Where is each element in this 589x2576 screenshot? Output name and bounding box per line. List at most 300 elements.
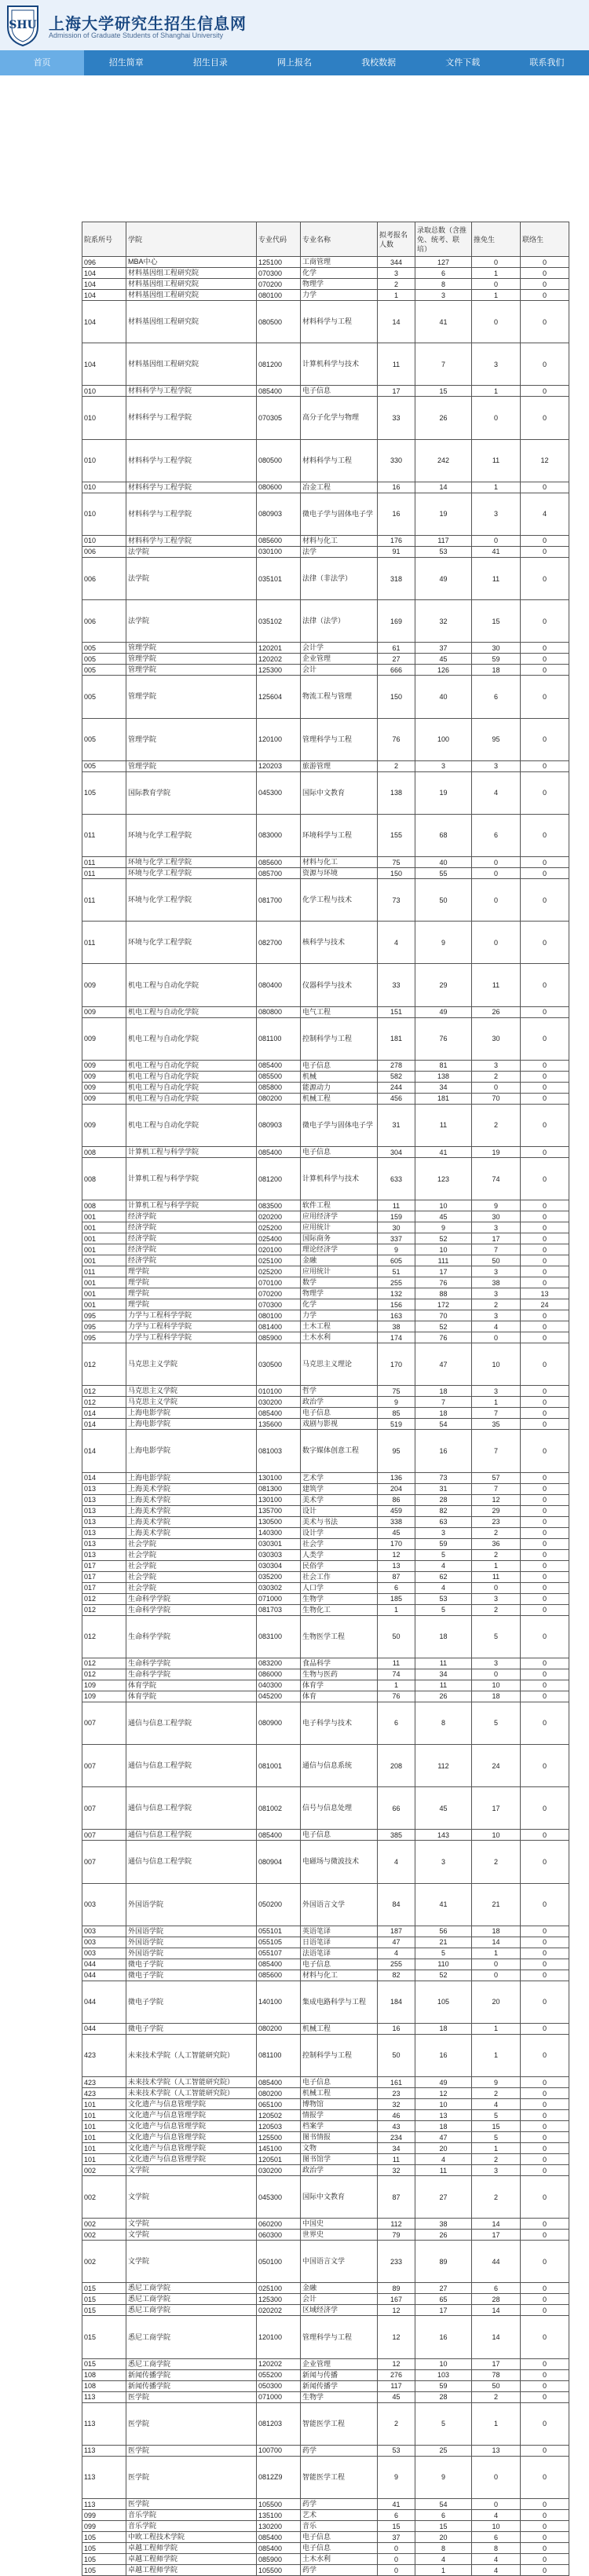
table-cell: 环境科学与工程 <box>301 814 378 856</box>
table-cell: 0 <box>521 1397 569 1408</box>
table-cell: 27 <box>378 654 415 665</box>
table-cell: 理学院 <box>126 1277 257 1288</box>
table-cell: 高分子化学与物理 <box>301 397 378 439</box>
table-cell: 0 <box>521 2176 569 2219</box>
table-cell: 管理学院 <box>126 643 257 654</box>
table-cell: 0 <box>521 1669 569 1680</box>
table-cell: 0 <box>521 1516 569 1527</box>
table-cell: 理学院 <box>126 1266 257 1277</box>
table-cell: 007 <box>82 1702 126 1744</box>
table-cell: 2 <box>378 279 415 290</box>
table-cell: 3 <box>472 1288 521 1299</box>
nav-item-2[interactable]: 招生目录 <box>192 58 228 68</box>
table-cell: 0 <box>521 2283 569 2294</box>
table-cell: 104 <box>82 268 126 279</box>
table-cell: 081002 <box>257 1787 301 1830</box>
table-cell: 14 <box>415 482 472 493</box>
table-cell: 081100 <box>257 1017 301 1060</box>
table-cell: 0 <box>472 1582 521 1593</box>
table-cell: 生物学 <box>301 1593 378 1604</box>
table-cell: 112 <box>415 1744 472 1786</box>
table-cell: 080100 <box>257 290 301 301</box>
table-cell: 125300 <box>257 2294 301 2305</box>
table-cell: 070200 <box>257 279 301 290</box>
table-cell: 世界史 <box>301 2230 378 2241</box>
table-cell: 013 <box>82 1483 126 1494</box>
table-cell: 30 <box>472 1211 521 1222</box>
table-cell: 013 <box>82 1538 126 1549</box>
table-cell: 17 <box>472 2230 521 2241</box>
table-cell: 003 <box>82 1937 126 1948</box>
table-cell: 15 <box>378 2521 415 2532</box>
table-cell: 184 <box>378 1981 415 2023</box>
table-cell: 食品科学 <box>301 1658 378 1669</box>
table-cell: 87 <box>378 1571 415 1582</box>
table-cell: 21 <box>415 1937 472 1948</box>
table-cell: 32 <box>378 2099 415 2110</box>
table-cell: 17 <box>472 1787 521 1830</box>
table-cell: 081001 <box>257 1744 301 1786</box>
table-cell: 45 <box>378 1527 415 1538</box>
table-cell: 材料科学与工程学院 <box>126 535 257 546</box>
table-cell: 8 <box>472 2543 521 2554</box>
table-cell: 161 <box>378 2077 415 2088</box>
table-cell: 1 <box>472 1560 521 1571</box>
table-cell: 41 <box>415 301 472 343</box>
table-cell: 0 <box>521 1104 569 1146</box>
table-cell: 2 <box>472 1527 521 1538</box>
table-row <box>82 2176 569 2219</box>
table-cell: 020100 <box>257 1244 301 1255</box>
table-cell: 19 <box>415 493 472 535</box>
table-cell: 上海电影学院 <box>126 1408 257 1419</box>
table-cell: 0 <box>521 2391 569 2402</box>
table-cell: 75 <box>378 1386 415 1397</box>
table-cell: 上海美术学院 <box>126 1505 257 1516</box>
table-cell: 13 <box>415 2110 472 2121</box>
table-cell: 385 <box>378 1830 415 1841</box>
table-cell: 41 <box>415 1147 472 1158</box>
table-cell: 0 <box>521 879 569 922</box>
table-cell: 6 <box>378 1582 415 1593</box>
table-cell: 0 <box>521 964 569 1006</box>
table-cell: 025200 <box>257 1222 301 1233</box>
table-cell: 31 <box>415 1483 472 1494</box>
table-cell: 环境与化学工程学院 <box>126 857 257 868</box>
table-cell: 法律（非法学） <box>301 557 378 599</box>
table-cell: 18 <box>472 1926 521 1937</box>
table-cell: 009 <box>82 1060 126 1071</box>
table-cell: 环境与化学工程学院 <box>126 868 257 879</box>
column-header: 院系所号 <box>82 222 126 257</box>
table-cell: 17 <box>415 2305 472 2316</box>
table-cell: 140100 <box>257 1981 301 2023</box>
table-cell: 163 <box>378 1310 415 1321</box>
table-cell: 11 <box>415 1658 472 1669</box>
table-cell: 5 <box>415 2402 472 2445</box>
table-cell: 4 <box>472 2099 521 2110</box>
table-cell: 49 <box>415 2077 472 2088</box>
table-cell: 设计 <box>301 1505 378 1516</box>
table-cell: 12 <box>378 2316 415 2358</box>
table-cell: 127 <box>415 257 472 268</box>
university-emblem-icon[interactable] <box>5 3 41 47</box>
table-cell: 011 <box>82 814 126 856</box>
table-cell: 体育学院 <box>126 1680 257 1691</box>
table-row <box>82 1702 569 1744</box>
table-cell: 0 <box>472 535 521 546</box>
table-cell: 上海美术学院 <box>126 1516 257 1527</box>
table-cell: 035101 <box>257 557 301 599</box>
table-row <box>82 1981 569 2023</box>
table-cell: 003 <box>82 1948 126 1959</box>
column-header: 录取总数（含推免、统考、联培） <box>415 222 472 257</box>
table-row <box>82 1233 569 1244</box>
table-cell: 035200 <box>257 1571 301 1582</box>
table-cell: 1 <box>415 2565 472 2576</box>
table-row <box>82 2391 569 2402</box>
table-cell: 区域经济学 <box>301 2305 378 2316</box>
table-cell: 007 <box>82 1787 126 1830</box>
table-cell: 011 <box>82 1266 126 1277</box>
table-cell: 080800 <box>257 1006 301 1017</box>
table-cell: 170 <box>378 1343 415 1386</box>
table-cell: 044 <box>82 2023 126 2034</box>
nav-item-5[interactable]: 文件下载 <box>445 58 481 68</box>
table-cell: 0 <box>521 2219 569 2230</box>
table-cell: 181 <box>415 1093 472 1104</box>
table-cell: 1 <box>472 1948 521 1959</box>
table-cell: 13 <box>472 2445 521 2456</box>
table-cell: 005 <box>82 665 126 676</box>
table-cell: 070305 <box>257 397 301 439</box>
table-cell: 文学院 <box>126 2176 257 2219</box>
table-cell: 130200 <box>257 2521 301 2532</box>
table-cell: 生物化工 <box>301 1604 378 1615</box>
table-cell: 0 <box>521 290 569 301</box>
table-cell: 0 <box>472 922 521 964</box>
table-cell: 100700 <box>257 2445 301 2456</box>
table-cell: 1 <box>378 290 415 301</box>
table-cell: 41 <box>415 1883 472 1926</box>
table-cell: 59 <box>472 654 521 665</box>
table-cell: 0 <box>472 868 521 879</box>
table-cell: 081203 <box>257 2402 301 2445</box>
table-cell: 120502 <box>257 2110 301 2121</box>
table-cell: 009 <box>82 964 126 1006</box>
table-row <box>82 2554 569 2565</box>
table-cell: 生命科学学院 <box>126 1658 257 1669</box>
table-cell: 控制科学与工程 <box>301 1017 378 1060</box>
table-cell: 5 <box>472 2132 521 2143</box>
table-cell: 030301 <box>257 1538 301 1549</box>
table-cell: 82 <box>378 1970 415 1981</box>
table-row <box>82 1527 569 1538</box>
table-cell: 113 <box>82 2445 126 2456</box>
table-row <box>82 2132 569 2143</box>
table-cell: 文化遗产与信息管理学院 <box>126 2121 257 2132</box>
table-cell: 4 <box>378 922 415 964</box>
table-cell: 药学 <box>301 2499 378 2510</box>
table-cell: 23 <box>378 2088 415 2099</box>
table-cell: 006 <box>82 546 126 557</box>
table-cell: 12 <box>521 439 569 482</box>
table-cell: 255 <box>378 1277 415 1288</box>
table-cell: 上海电影学院 <box>126 1419 257 1430</box>
table-cell: 38 <box>415 2219 472 2230</box>
table-cell: 125604 <box>257 676 301 718</box>
table-cell: 011 <box>82 922 126 964</box>
table-cell: 0 <box>521 2543 569 2554</box>
table-row <box>82 2521 569 2532</box>
table-row <box>82 1332 569 1343</box>
table-cell: 010100 <box>257 1386 301 1397</box>
table-cell: 电气工程 <box>301 1006 378 1017</box>
table-cell: 3 <box>472 1222 521 1233</box>
table-cell: 123 <box>415 1158 472 1200</box>
table-cell: 2 <box>472 2176 521 2219</box>
table-cell: 020202 <box>257 2305 301 2316</box>
table-cell: 006 <box>82 600 126 643</box>
table-cell: 计算机工程与科学学院 <box>126 1147 257 1158</box>
table-cell: 423 <box>82 2034 126 2076</box>
table-cell: 095 <box>82 1332 126 1343</box>
table-cell: 135100 <box>257 2510 301 2521</box>
table-row <box>82 2305 569 2316</box>
table-cell: 095 <box>82 1321 126 1332</box>
table-cell: 智能医学工程 <box>301 2456 378 2498</box>
table-cell: 080200 <box>257 2023 301 2034</box>
table-cell: 140300 <box>257 1527 301 1538</box>
table-cell: 085800 <box>257 1082 301 1093</box>
table-cell: 生命科学学院 <box>126 1669 257 1680</box>
table-cell: 0 <box>521 1582 569 1593</box>
table-row <box>82 2369 569 2380</box>
table-cell: 060300 <box>257 2230 301 2241</box>
table-cell: 材料基因组工程研究院 <box>126 290 257 301</box>
table-cell: 46 <box>378 2110 415 2121</box>
table-cell: 344 <box>378 257 415 268</box>
table-cell: 0 <box>521 1959 569 1970</box>
site-title[interactable]: 上海大学研究生招生信息网 <box>49 14 247 33</box>
table-cell: 16 <box>378 493 415 535</box>
table-cell: 18 <box>472 1691 521 1702</box>
table-row <box>82 1787 569 1830</box>
table-cell: 15 <box>472 2121 521 2132</box>
table-cell: 080903 <box>257 493 301 535</box>
table-cell: 3 <box>472 2165 521 2176</box>
table-cell: 0 <box>521 1321 569 1332</box>
table-cell: 53 <box>415 1593 472 1604</box>
nav-item-0[interactable]: 首页 <box>0 50 84 75</box>
table-row <box>82 1082 569 1093</box>
table-cell: 88 <box>415 1288 472 1299</box>
table-cell: 0812Z9 <box>257 2456 301 2498</box>
table-cell: 37 <box>378 2532 415 2543</box>
table-cell: 社会工作 <box>301 1571 378 1582</box>
table-row <box>82 964 569 1006</box>
table-cell: 2 <box>472 2391 521 2402</box>
table-cell: 民俗学 <box>301 1560 378 1571</box>
table-cell: 9 <box>378 1397 415 1408</box>
table-cell: 6 <box>415 268 472 279</box>
table-cell: 105 <box>82 771 126 814</box>
table-cell: 药学 <box>301 2565 378 2576</box>
table-cell: 2 <box>472 1071 521 1082</box>
table-cell: 120503 <box>257 2121 301 2132</box>
table-body <box>82 257 569 2576</box>
table-cell: 10 <box>415 1200 472 1211</box>
table-cell: 37 <box>415 643 472 654</box>
table-cell: 87 <box>378 2176 415 2219</box>
table-cell: 7 <box>472 1244 521 1255</box>
table-cell: 070200 <box>257 1288 301 1299</box>
table-cell: 11 <box>472 964 521 1006</box>
table-cell: 113 <box>82 2391 126 2402</box>
table-row <box>82 2110 569 2121</box>
table-cell: 304 <box>378 1147 415 1158</box>
table-cell: 33 <box>378 397 415 439</box>
table-row <box>82 2456 569 2498</box>
table-row <box>82 290 569 301</box>
table-cell: 3 <box>472 1266 521 1277</box>
table-row <box>82 1604 569 1615</box>
table-cell: 012 <box>82 1593 126 1604</box>
table-header <box>82 222 569 257</box>
table-row <box>82 2143 569 2154</box>
table-cell: 电磁场与微波技术 <box>301 1841 378 1883</box>
table-cell: 档案学 <box>301 2121 378 2132</box>
table-cell: 4 <box>415 1582 472 1593</box>
table-cell: 001 <box>82 1233 126 1244</box>
table-cell: 0 <box>521 257 569 268</box>
table-row <box>82 857 569 868</box>
table-cell: 167 <box>378 2294 415 2305</box>
table-cell: 文化遗产与信息管理学院 <box>126 2132 257 2143</box>
table-cell: 会计 <box>301 2294 378 2305</box>
table-cell: 0 <box>521 2023 569 2034</box>
table-cell: 51 <box>378 1266 415 1277</box>
table-cell: 管理学院 <box>126 718 257 760</box>
table-cell: 0 <box>472 301 521 343</box>
table-cell: 图书馆学 <box>301 2154 378 2165</box>
table-cell: 生物医学工程 <box>301 1615 378 1658</box>
table-cell: 101 <box>82 2132 126 2143</box>
table-cell: 101 <box>82 2143 126 2154</box>
table-cell: 083200 <box>257 1658 301 1669</box>
table-cell: 3 <box>472 343 521 386</box>
nav-item-4[interactable]: 我校数据 <box>361 58 397 68</box>
table-cell: 009 <box>82 1071 126 1082</box>
table-cell: 0 <box>521 2316 569 2358</box>
table-cell: 519 <box>378 1419 415 1430</box>
table-cell: 459 <box>378 1505 415 1516</box>
table-cell: 日语笔译 <box>301 1937 378 1948</box>
table-row <box>82 2499 569 2510</box>
table-cell: 0 <box>521 1386 569 1397</box>
table-cell: 28 <box>415 1494 472 1505</box>
table-row <box>82 1397 569 1408</box>
table-cell: 0 <box>472 1970 521 1981</box>
table-cell: 卓越工程师学院 <box>126 2554 257 2565</box>
table-cell: 8 <box>415 2543 472 2554</box>
nav-item-1[interactable]: 招生简章 <box>108 58 144 68</box>
table-cell: 080400 <box>257 964 301 1006</box>
table-cell: 4 <box>378 1841 415 1883</box>
table-cell: 53 <box>378 2445 415 2456</box>
table-cell: 0 <box>521 1841 569 1883</box>
table-cell: 74 <box>378 1669 415 1680</box>
table-row <box>82 1104 569 1146</box>
table-row <box>82 1948 569 1959</box>
nav-item-3[interactable]: 网上报名 <box>276 58 312 68</box>
nav-item-6[interactable]: 联系我们 <box>529 58 565 68</box>
table-cell: 5 <box>472 1615 521 1658</box>
table-cell: 18 <box>415 1386 472 1397</box>
table-cell: 012 <box>82 1343 126 1386</box>
table-cell: 030200 <box>257 2165 301 2176</box>
table-cell: 情报学 <box>301 2110 378 2121</box>
table-cell: 机电工程与自动化学院 <box>126 964 257 1006</box>
table-row <box>82 493 569 535</box>
table-cell: 015 <box>82 2294 126 2305</box>
table-cell: 力学与工程科学学院 <box>126 1310 257 1321</box>
table-cell: 药学 <box>301 2445 378 2456</box>
table-cell: 国际教育学院 <box>126 771 257 814</box>
table-cell: 2 <box>472 1841 521 1883</box>
table-cell: 111 <box>415 1255 472 1266</box>
table-cell: 89 <box>378 2283 415 2294</box>
table-cell: 6 <box>472 2283 521 2294</box>
table-cell: 030302 <box>257 1582 301 1593</box>
table-cell: 003 <box>82 1926 126 1937</box>
table-cell: 国际中文教育 <box>301 2176 378 2219</box>
table-cell: 009 <box>82 1093 126 1104</box>
table-cell: 025100 <box>257 2283 301 2294</box>
table-cell: 管理学院 <box>126 676 257 718</box>
table-cell: 0 <box>378 2565 415 2576</box>
table-cell: 025100 <box>257 1255 301 1266</box>
table-cell: 59 <box>415 1538 472 1549</box>
table-cell: 图书情报 <box>301 2132 378 2143</box>
table-cell: 控制科学与工程 <box>301 2034 378 2076</box>
table-cell: 管理学院 <box>126 760 257 771</box>
table-cell: 105500 <box>257 2565 301 2576</box>
table-cell: 电子信息 <box>301 1147 378 1158</box>
table-cell: 机械 <box>301 1071 378 1082</box>
table-cell: 26 <box>415 1691 472 1702</box>
table-cell: 新闻传播学 <box>301 2380 378 2391</box>
table-row <box>82 2241 569 2283</box>
table-cell: 159 <box>378 1211 415 1222</box>
table-cell: 104 <box>82 290 126 301</box>
table-cell: 136 <box>378 1472 415 1483</box>
table-cell: 电子信息 <box>301 2077 378 2088</box>
table-cell: 管理学院 <box>126 665 257 676</box>
table-cell: 025400 <box>257 1233 301 1244</box>
table-cell: 材料科学与工程 <box>301 439 378 482</box>
table-cell: 电子信息 <box>301 2543 378 2554</box>
table-cell: 3 <box>472 1310 521 1321</box>
table-cell: 176 <box>378 535 415 546</box>
table-cell: 中国语言文学 <box>301 2241 378 2283</box>
table-cell: 185 <box>378 1593 415 1604</box>
table-cell: 0 <box>472 1959 521 1970</box>
table-cell: 045300 <box>257 2176 301 2219</box>
table-cell: 马克思主义学院 <box>126 1343 257 1386</box>
table-cell: 126 <box>415 665 472 676</box>
column-header: 推免生 <box>472 222 521 257</box>
